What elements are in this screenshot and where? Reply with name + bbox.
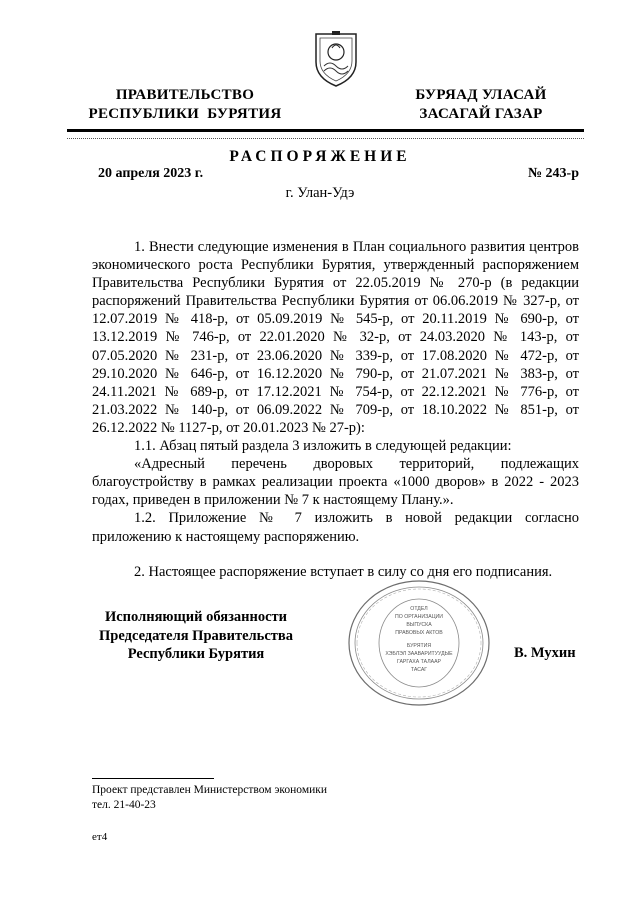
- paragraph-2: 2. Настоящее распоряжение вступает в силу со дня его подписания.: [134, 563, 553, 580]
- seal-text-line: ПО ОРГАНИЗАЦИИ: [395, 614, 443, 620]
- signatory-position-line2: Председателя Правительства: [99, 627, 293, 644]
- footer-code: ет4: [92, 831, 108, 843]
- signatory-position-line3: Республики Бурятия: [127, 646, 265, 662]
- paragraph-1-1: 1.1. Абзац пятый раздела 3 изложить в следующей редакции:: [134, 438, 512, 455]
- government-name-buryat: [392, 86, 570, 124]
- seal-text-line: БУРЯТИЯ: [406, 643, 432, 649]
- document-number: № 243-р: [527, 166, 579, 181]
- signatory-position-line1: Исполняющий обязанности: [104, 609, 288, 625]
- signatory-name: В. Мухин: [514, 645, 576, 661]
- seal-text-line: ПРАВОВЫХ АКТОВ: [395, 630, 443, 636]
- government-name-buryat-line2: ЗАСАГАЙ ГАЗАР: [419, 106, 543, 122]
- seal-text-line: ГАРГАХА ТАЛААР: [396, 659, 442, 665]
- header-divider-dotted: [67, 138, 584, 139]
- seal-text-line: ХЭБЛЭЛ ЗААВАРИТУУДЫЕ: [385, 651, 453, 657]
- paragraph-1-1-quote: «Адресный перечень дворовых территорий, подлежащих благоустройству в рамках реализации проекта «1000 дворов» в 2022 - 2023 годах, приведен в приложении № 7 к настоящему Плану.».: [92, 456, 579, 509]
- footer-divider: [92, 778, 214, 779]
- footer-line1: Проект представлен Министерством экономики: [92, 784, 328, 796]
- government-name-line1: ПРАВИТЕЛЬСТВО: [115, 87, 255, 103]
- signatory-position: [80, 608, 312, 664]
- document-date: 20 апреля 2023 г.: [98, 166, 204, 181]
- official-round-seal-icon: [343, 577, 495, 709]
- paragraph-1: 1. Внести следующие изменения в План социального развития центров экономического роста Республики Бурятия, утвержденный распоряжением Правительства Республики Бурятия от 22.05.2019 № 270-р (в редакции распоряжений Правительства Республики Бурятия от 06.06.2019 № 327-р, от 12.07.2019 № 418-р, от 05.09.2019 № 545-р, от 20.11.2019 № 690-р, от 13.12.2019 № 746-р, от 22.01.2020 № 32-р, от 24.03.2020 № 143-р, от 07.05.2020 № 231-р, от 23.06.2020 № 339-р, от 17.08.2020 № 472-р, от 29.10.2020 № 646-р, от 16.12.2020 № 790-р, от 21.07.2021 № 383-р, от 24.11.2021 № 689-р, от 17.12.2021 № 754-р, от 22.12.2021 № 776-р, от 21.03.2022 № 140-р, от 06.09.2022 № 709-р, от 18.10.2022 № 851-р, от 26.12.2022 № 1127-р, от 20.01.2023 № 27-р):: [92, 239, 579, 436]
- document-title: РАСПОРЯЖЕНИЕ: [229, 148, 411, 165]
- government-name-buryat-line1: БУРЯАД УЛАСАЙ: [415, 87, 547, 103]
- buryatia-coat-of-arms-icon: [312, 28, 360, 88]
- government-name-russian: [70, 86, 300, 124]
- document-city: г. Улан-Удэ: [285, 185, 355, 201]
- footer-note: [92, 783, 327, 813]
- seal-text-line: ТАСАГ: [410, 667, 428, 673]
- government-name-line2: РЕСПУБЛИКИ БУРЯТИЯ: [88, 106, 282, 122]
- paragraph-1-2: 1.2. Приложение № 7 изложить в новой редакции согласно приложению к настоящему распоряжению.: [92, 510, 579, 545]
- footer-line2: тел. 21-40-23: [92, 799, 156, 811]
- seal-text-line: ВЫПУСКА: [406, 622, 432, 628]
- header-divider-thick: [67, 129, 584, 132]
- document-body: [92, 238, 579, 581]
- seal-text-line: ОТДЕЛ: [410, 606, 428, 612]
